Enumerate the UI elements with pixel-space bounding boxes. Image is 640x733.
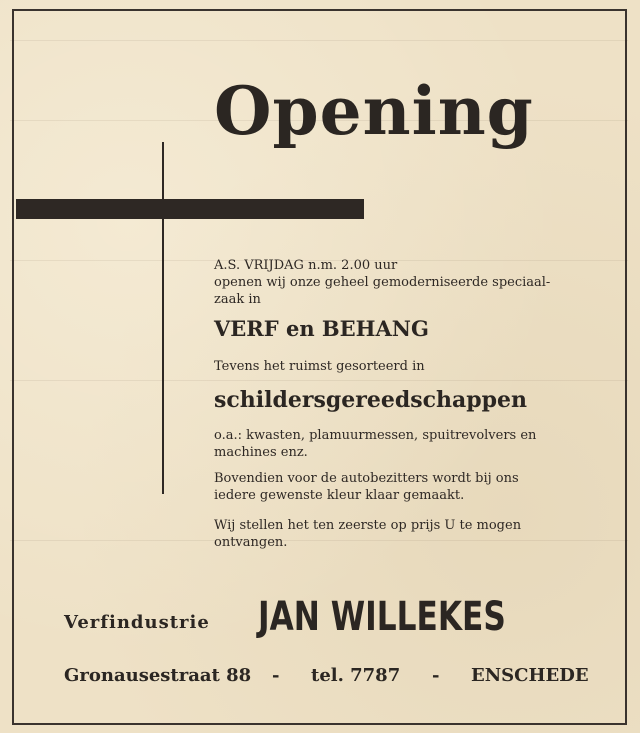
heading-schildersgereedschappen: schildersgereedschappen xyxy=(214,387,527,413)
items-text xyxy=(214,427,590,461)
extra-line: Bovendien voor de autobezitters wordt bij ons xyxy=(214,471,519,486)
intro-line: openen wij onze geheel gemoderniseerde speciaal- xyxy=(214,275,551,290)
extra-line: iedere gewenste kleur klaar gemaakt. xyxy=(214,488,465,503)
footer-separator: - xyxy=(272,665,280,686)
extra-text xyxy=(214,470,590,504)
footer-brand: Verfindustrie xyxy=(64,612,210,633)
intro-text xyxy=(214,257,590,308)
intro-line: A.S. VRIJDAG n.m. 2.00 uur xyxy=(214,258,398,273)
tagline-text xyxy=(214,358,590,375)
footer-address: Gronausestraat 88 xyxy=(64,665,252,686)
closing-line: Wij stellen het ten zeerste op prijs U te mogen xyxy=(214,518,522,533)
ad-title: Opening xyxy=(214,72,534,150)
intro-line: zaak in xyxy=(214,292,261,307)
ad-border-bottom xyxy=(12,723,627,725)
closing-text xyxy=(214,517,590,551)
ad-border-right xyxy=(625,9,627,725)
bleed-line xyxy=(10,40,628,41)
cross-bar-horizontal xyxy=(16,199,364,219)
tagline-line: Tevens het ruimst gesorteerd in xyxy=(214,359,425,374)
ad-border-left xyxy=(12,9,14,725)
footer-city: ENSCHEDE xyxy=(471,665,589,686)
bleed-line xyxy=(10,380,628,381)
ad-border-top xyxy=(12,9,627,11)
heading-verf-behang: VERF en BEHANG xyxy=(214,316,429,341)
footer-phone: tel. 7787 xyxy=(311,665,401,686)
items-line: o.a.: kwasten, plamuurmessen, spuitrevolvers en xyxy=(214,428,537,443)
footer-separator: - xyxy=(432,665,440,686)
footer-company-name: JAN WILLEKES xyxy=(258,594,506,640)
items-line: machines enz. xyxy=(214,445,308,460)
closing-line: ontvangen. xyxy=(214,535,288,550)
cross-bar-vertical xyxy=(162,142,164,494)
